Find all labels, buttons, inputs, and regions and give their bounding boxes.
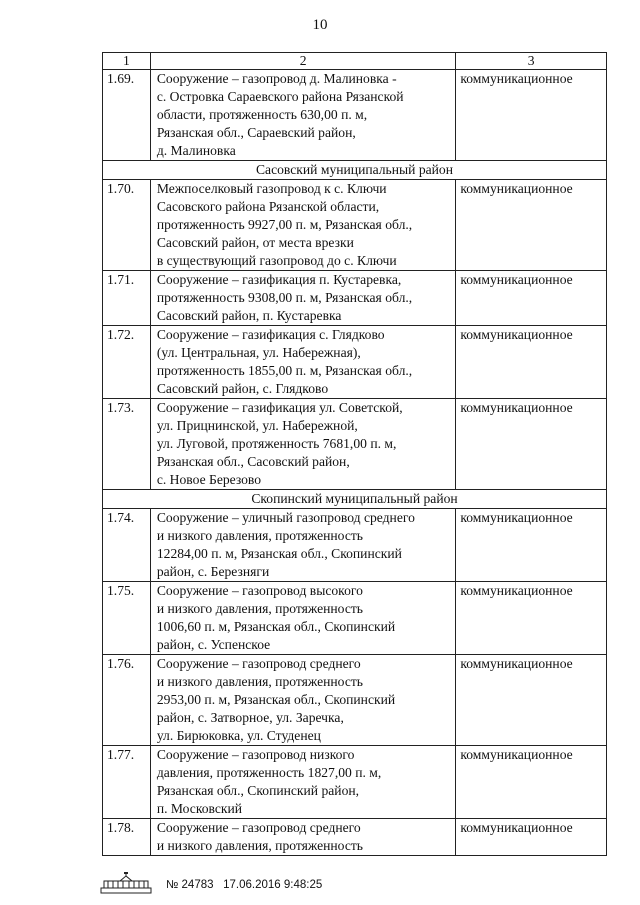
description-line: Сасовского района Рязанской области,: [156, 199, 380, 214]
description-line: Сооружение – газопровод высокого: [156, 583, 363, 598]
row-number: 1.78.: [103, 819, 151, 856]
description-line: район, с. Березняги: [156, 564, 270, 579]
description-line: Сооружение – газопровод среднего: [156, 820, 361, 835]
description-line: (ул. Центральная, ул. Набережная),: [156, 345, 361, 360]
row-number: 1.75.: [103, 582, 151, 655]
object-type: коммуникационное: [456, 819, 607, 856]
document-timestamp: 17.06.2016 9:48:25: [223, 879, 323, 891]
description-line: Сооружение – газопровод низкого: [156, 747, 355, 762]
description-line: 12284,00 п. м, Рязанская обл., Скопинский: [156, 546, 402, 561]
object-type: коммуникационное: [456, 582, 607, 655]
description-line: Сооружение – газификация ул. Советской,: [156, 400, 403, 415]
description-line: Сасовский район, п. Кустаревка: [156, 308, 342, 323]
description-line: давления, протяженность 1827,00 п. м,: [156, 765, 382, 780]
row-number: 1.70.: [103, 180, 151, 271]
description-line: и низкого давления, протяженность: [156, 601, 363, 616]
description-line: Рязанская обл., Сасовский район,: [156, 454, 350, 469]
row-number: 1.77.: [103, 746, 151, 819]
object-description: [150, 509, 456, 582]
object-description: [150, 70, 456, 161]
document-number: № 24783: [166, 879, 214, 891]
description-line: д. Малиновка: [156, 143, 236, 158]
description-line: Сасовский район, от места врезки: [156, 235, 354, 250]
footer: [100, 864, 322, 894]
table-row: [103, 509, 607, 582]
row-number: 1.72.: [103, 326, 151, 399]
row-number: 1.71.: [103, 271, 151, 326]
description-line: Сооружение – газификация п. Кустаревка,: [156, 272, 402, 287]
description-line: в существующий газопровод до с. Ключи: [156, 253, 397, 268]
table-row: [103, 271, 607, 326]
description-line: и низкого давления, протяженность: [156, 838, 363, 853]
object-type: коммуникационное: [456, 271, 607, 326]
table-row: [103, 819, 607, 856]
object-type: коммуникационное: [456, 655, 607, 746]
description-line: Сооружение – уличный газопровод среднего: [156, 510, 415, 525]
description-line: Сооружение – газопровод среднего: [156, 656, 361, 671]
page-number: 10: [312, 17, 328, 33]
description-line: Сасовский район, с. Глядково: [156, 381, 329, 396]
object-type: коммуникационное: [456, 180, 607, 271]
description-line: протяженность 9308,00 п. м, Рязанская обл.,: [156, 290, 413, 305]
object-type: коммуникационное: [456, 326, 607, 399]
description-line: с. Новое Березово: [156, 472, 262, 487]
object-description: [150, 655, 456, 746]
description-line: протяженность 1855,00 п. м, Рязанская обл.,: [156, 363, 413, 378]
description-line: ул. Бирюковка, ул. Студенец: [156, 728, 321, 743]
description-line: ул. Прицнинской, ул. Набережной,: [156, 418, 358, 433]
description-line: и низкого давления, протяженность: [156, 674, 363, 689]
header-cell-1: 1: [103, 53, 151, 70]
object-description: [150, 180, 456, 271]
district-name: Сасовский муниципальный район: [103, 161, 607, 180]
object-description: [150, 746, 456, 819]
object-description: [150, 582, 456, 655]
row-number: 1.74.: [103, 509, 151, 582]
description-line: Сооружение – газопровод д. Малиновка -: [156, 71, 397, 86]
description-line: п. Московский: [156, 801, 243, 816]
table-header-row: [103, 53, 607, 70]
table-row: [103, 399, 607, 490]
property-table: [102, 52, 607, 856]
description-line: с. Островка Сараевского района Рязанской: [156, 89, 404, 104]
document-stamp: [166, 879, 322, 891]
row-number: 1.69.: [103, 70, 151, 161]
district-name: Скопинский муниципальный район: [103, 490, 607, 509]
object-type: коммуникационное: [456, 70, 607, 161]
government-building-icon: [100, 872, 152, 894]
row-number: 1.76.: [103, 655, 151, 746]
district-header-row: [103, 161, 607, 180]
description-line: Рязанская обл., Скопинский район,: [156, 783, 360, 798]
header-cell-2: 2: [150, 53, 456, 70]
description-line: 2953,00 п. м, Рязанская обл., Скопинский: [156, 692, 396, 707]
description-line: области, протяженность 630,00 п. м,: [156, 107, 368, 122]
object-type: коммуникационное: [456, 509, 607, 582]
object-description: [150, 399, 456, 490]
description-line: протяженность 9927,00 п. м, Рязанская обл.,: [156, 217, 413, 232]
row-number: 1.73.: [103, 399, 151, 490]
table-row: [103, 180, 607, 271]
description-line: Рязанская обл., Сараевский район,: [156, 125, 356, 140]
description-line: 1006,60 п. м, Рязанская обл., Скопинский: [156, 619, 396, 634]
description-line: ул. Луговой, протяженность 7681,00 п. м,: [156, 436, 397, 451]
object-type: коммуникационное: [456, 399, 607, 490]
object-type: коммуникационное: [456, 746, 607, 819]
table-row: [103, 746, 607, 819]
description-line: Межпоселковый газопровод к с. Ключи: [156, 181, 387, 196]
object-description: [150, 819, 456, 856]
district-header-row: [103, 490, 607, 509]
description-line: Сооружение – газификация с. Глядково: [156, 327, 385, 342]
header-cell-3: 3: [456, 53, 607, 70]
object-description: [150, 271, 456, 326]
table-row: [103, 582, 607, 655]
description-line: район, с. Затворное, ул. Заречка,: [156, 710, 344, 725]
table-row: [103, 326, 607, 399]
table-row: [103, 655, 607, 746]
description-line: и низкого давления, протяженность: [156, 528, 363, 543]
table-row: [103, 70, 607, 161]
description-line: район, с. Успенское: [156, 637, 271, 652]
object-description: [150, 326, 456, 399]
